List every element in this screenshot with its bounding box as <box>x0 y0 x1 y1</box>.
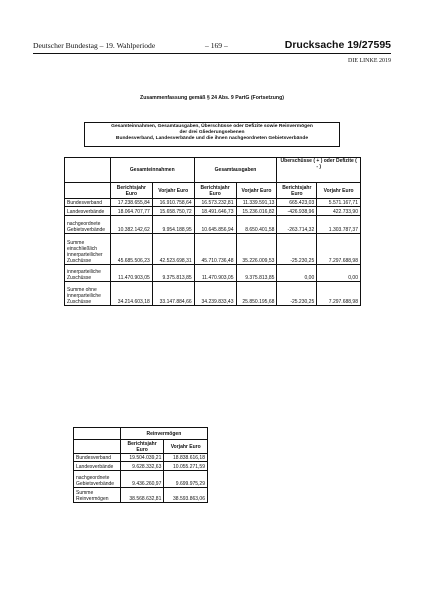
value-cell: 9.628.332,63 <box>120 462 164 471</box>
subheader-cell: Vorjahr Euro <box>317 183 361 199</box>
summary-title-box <box>84 122 340 147</box>
value-cell: 7.297.688,98 <box>317 234 361 265</box>
group-header-einnahmen: Gesamteinnahmen <box>110 158 194 183</box>
row-label: Summe ohne innerparteiliche Zuschüsse <box>65 282 111 306</box>
value-cell: 16.910.758,64 <box>152 199 194 207</box>
value-cell: 35.226.009,53 <box>236 234 277 265</box>
subheader-cell: Vorjahr Euro <box>236 183 277 199</box>
value-cell: 45.685.506,23 <box>110 234 152 265</box>
table-row <box>65 216 361 234</box>
row-label: Landesverbände <box>65 207 111 216</box>
value-cell: 0,00 <box>277 265 317 282</box>
value-cell: 665.423,03 <box>277 199 317 207</box>
row-label: Summe einschließlich innerparteilicher Zuschüsse <box>65 234 111 265</box>
value-cell: 9.954.188,95 <box>152 216 194 234</box>
value-cell: 8.650.401,58 <box>236 216 277 234</box>
table-row <box>74 462 208 471</box>
income-expense-table <box>64 157 361 306</box>
value-cell: 10.055.271,59 <box>164 462 208 471</box>
subheader-cell: Berichtsjahr Euro <box>110 183 152 199</box>
row-label: Bundesverband <box>74 454 121 462</box>
subheader-cell: Vorjahr Euro <box>164 440 208 454</box>
value-cell: 33.147.884,66 <box>152 282 194 306</box>
subheader-cell: Vorjahr Euro <box>152 183 194 199</box>
corner-cell <box>74 428 121 440</box>
value-cell: 34.214.603,18 <box>110 282 152 306</box>
table-row <box>74 454 208 462</box>
value-cell: 18.064.707,77 <box>110 207 152 216</box>
value-cell: 16.573.232,81 <box>194 199 236 207</box>
table-row <box>65 234 361 265</box>
group-header-ausgaben: Gesamtausgaben <box>194 158 277 183</box>
value-cell: 38.568.632,81 <box>120 488 164 503</box>
title-line-1: Gesamteinnahmen, Gesamtausgaben, Überschüsse oder Defizite sowie Reinvermögen <box>111 124 313 129</box>
value-cell: -25.230,25 <box>277 234 317 265</box>
table-subheader-row <box>65 183 361 199</box>
corner-cell <box>74 440 121 454</box>
net-assets-table <box>73 427 208 503</box>
value-cell: 18.838.616,18 <box>164 454 208 462</box>
table-row <box>74 488 208 503</box>
table-row <box>65 265 361 282</box>
value-cell: -426.938,96 <box>277 207 317 216</box>
section-heading: Zusammenfassung gemäß § 24 Abs. 9 PartG (Fortsetzung) <box>140 95 284 101</box>
corner-cell <box>65 183 111 199</box>
subheader-cell: Berichtsjahr Euro <box>120 440 164 454</box>
row-label: Bundesverband <box>65 199 111 207</box>
table-row <box>74 471 208 488</box>
title-line-2: der drei Gliederungsebenen <box>179 130 245 135</box>
value-cell: 7.297.688,98 <box>317 282 361 306</box>
value-cell: -25.230,25 <box>277 282 317 306</box>
document-number: Drucksache 19/27595 <box>284 39 391 51</box>
table-row <box>65 282 361 306</box>
header-rule <box>33 53 391 54</box>
value-cell: 9.375.813,85 <box>152 265 194 282</box>
title-line-3: Bundesverband, Landesverbände und die ihnen nachgeordneten Gebietsverbände <box>115 136 309 141</box>
value-cell: 9.436.260,97 <box>120 471 164 488</box>
party-label: DIE LINKE 2019 <box>348 58 391 64</box>
table-group-header-row <box>74 428 208 440</box>
table-row <box>65 199 361 207</box>
page-number: – 169 – <box>205 41 228 50</box>
subheader-cell: Berichtsjahr Euro <box>277 183 317 199</box>
value-cell: 11.470.903,05 <box>110 265 152 282</box>
table-row <box>65 207 361 216</box>
value-cell: 45.710.736,48 <box>194 234 236 265</box>
row-label: Landesverbände <box>74 462 121 471</box>
value-cell: 19.504.039,21 <box>120 454 164 462</box>
value-cell: 10.645.856,94 <box>194 216 236 234</box>
value-cell: 34.239.833,43 <box>194 282 236 306</box>
subheader-cell: Berichtsjahr Euro <box>194 183 236 199</box>
value-cell: 9.375.813,85 <box>236 265 277 282</box>
row-label: nachgeordnete Gebietsverbände <box>65 216 111 234</box>
table-subheader-row <box>74 440 208 454</box>
value-cell: -263.714,32 <box>277 216 317 234</box>
value-cell: 422.733,90 <box>317 207 361 216</box>
value-cell: 15.236.016,82 <box>236 207 277 216</box>
value-cell: 42.523.698,31 <box>152 234 194 265</box>
value-cell: 9.699.975,29 <box>164 471 208 488</box>
value-cell: 25.850.195,68 <box>236 282 277 306</box>
page-header <box>33 40 391 54</box>
value-cell: 0,00 <box>317 265 361 282</box>
value-cell: 11.339.591,13 <box>236 199 277 207</box>
value-cell: 15.658.750,72 <box>152 207 194 216</box>
group-header-ueberschuesse: Überschüsse ( + ) oder Defizite ( - ) <box>277 158 361 183</box>
row-label: innerparteiliche Zuschüsse <box>65 265 111 282</box>
value-cell: 10.382.142,62 <box>110 216 152 234</box>
corner-cell <box>65 158 111 183</box>
row-label: nachgeordnete Gebietsverbände <box>74 471 121 488</box>
value-cell: 38.593.863,06 <box>164 488 208 503</box>
value-cell: 5.571.167,71 <box>317 199 361 207</box>
value-cell: 17.238.655,84 <box>110 199 152 207</box>
value-cell: 18.491.646,73 <box>194 207 236 216</box>
row-label: Summe Reinvermögen <box>74 488 121 503</box>
table-group-header-row <box>65 158 361 183</box>
publication-title: Deutscher Bundestag – 19. Wahlperiode <box>33 41 156 50</box>
group-header-reinvermoegen: Reinvermögen <box>120 428 207 440</box>
value-cell: 1.303.787,37 <box>317 216 361 234</box>
value-cell: 11.470.903,05 <box>194 265 236 282</box>
